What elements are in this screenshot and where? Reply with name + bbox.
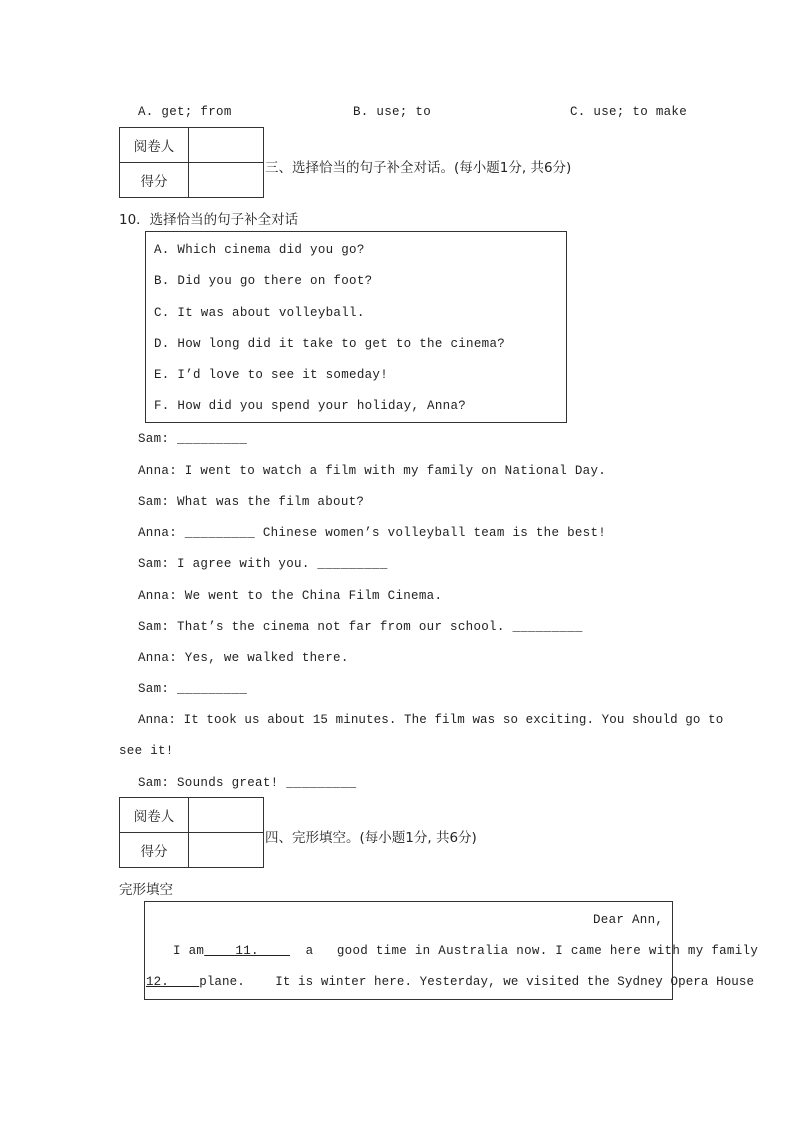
- reviewer-label: 阅卷人: [120, 128, 189, 163]
- choices-box: [145, 231, 567, 423]
- cloze-heading: 完形填空: [119, 882, 173, 898]
- dialogue-line: Sam: _________: [138, 432, 248, 446]
- dialogue-line: Anna: Yes, we walked there.: [138, 651, 349, 665]
- score-cell[interactable]: [189, 163, 264, 198]
- dialogue-line: see it!: [119, 744, 174, 758]
- reviewer-label: 阅卷人: [120, 798, 189, 833]
- option-b: B. use; to: [353, 105, 432, 119]
- blank-11[interactable]: 11.: [204, 944, 291, 958]
- section3-title: 三、选择恰当的句子补全对话。(每小题1分, 共6分): [265, 160, 572, 176]
- dialogue-line: Anna: I went to watch a film with my family on National Day.: [138, 464, 607, 478]
- option-c: C. use; to make: [570, 105, 688, 119]
- choice-e: E. I’d love to see it someday!: [154, 368, 389, 382]
- dialogue-line: Sam: I agree with you. _________: [138, 557, 388, 571]
- letter-greeting: Dear Ann,: [593, 913, 664, 927]
- choice-a: A. Which cinema did you go?: [154, 243, 365, 257]
- option-a: A. get; from: [138, 105, 232, 119]
- letter-line-1: [173, 944, 758, 958]
- score-cell[interactable]: [189, 833, 264, 868]
- blank-12[interactable]: 12.: [146, 975, 200, 989]
- score-table-section4: [119, 797, 264, 868]
- dialogue-line: Sam: _________: [138, 682, 248, 696]
- choice-b: B. Did you go there on foot?: [154, 274, 373, 288]
- score-label: 得分: [120, 833, 189, 868]
- letter-text: a good time in Australia now. I came here with my family: [305, 944, 759, 958]
- choice-c: C. It was about volleyball.: [154, 306, 365, 320]
- dialogue-line: Sam: What was the film about?: [138, 495, 365, 509]
- dialogue-line: Anna: We went to the China Film Cinema.: [138, 589, 443, 603]
- choice-d: D. How long did it take to get to the cinema?: [154, 337, 506, 351]
- dialogue-line: Sam: That’s the cinema not far from our school. _________: [138, 620, 583, 634]
- choice-f: F. How did you spend your holiday, Anna?: [154, 399, 467, 413]
- letter-text: plane. It is winter here. Yesterday, we visited the Sydney Opera House: [199, 975, 755, 989]
- score-label: 得分: [120, 163, 189, 198]
- dialogue-line: Anna: It took us about 15 minutes. The film was so exciting. You should go to: [138, 713, 724, 727]
- dialogue-line: Anna: _________ Chinese women’s volleyball team is the best!: [138, 526, 607, 540]
- dialogue-line: Sam: Sounds great! _________: [138, 776, 357, 790]
- letter-text: I am: [173, 944, 205, 958]
- q10-heading: 10．选择恰当的句子补全对话: [119, 212, 299, 228]
- section4-title: 四、完形填空。(每小题1分, 共6分): [265, 830, 477, 846]
- letter-line-2: [146, 975, 754, 989]
- reviewer-cell[interactable]: [189, 128, 264, 163]
- score-table-section3: [119, 127, 264, 198]
- reviewer-cell[interactable]: [189, 798, 264, 833]
